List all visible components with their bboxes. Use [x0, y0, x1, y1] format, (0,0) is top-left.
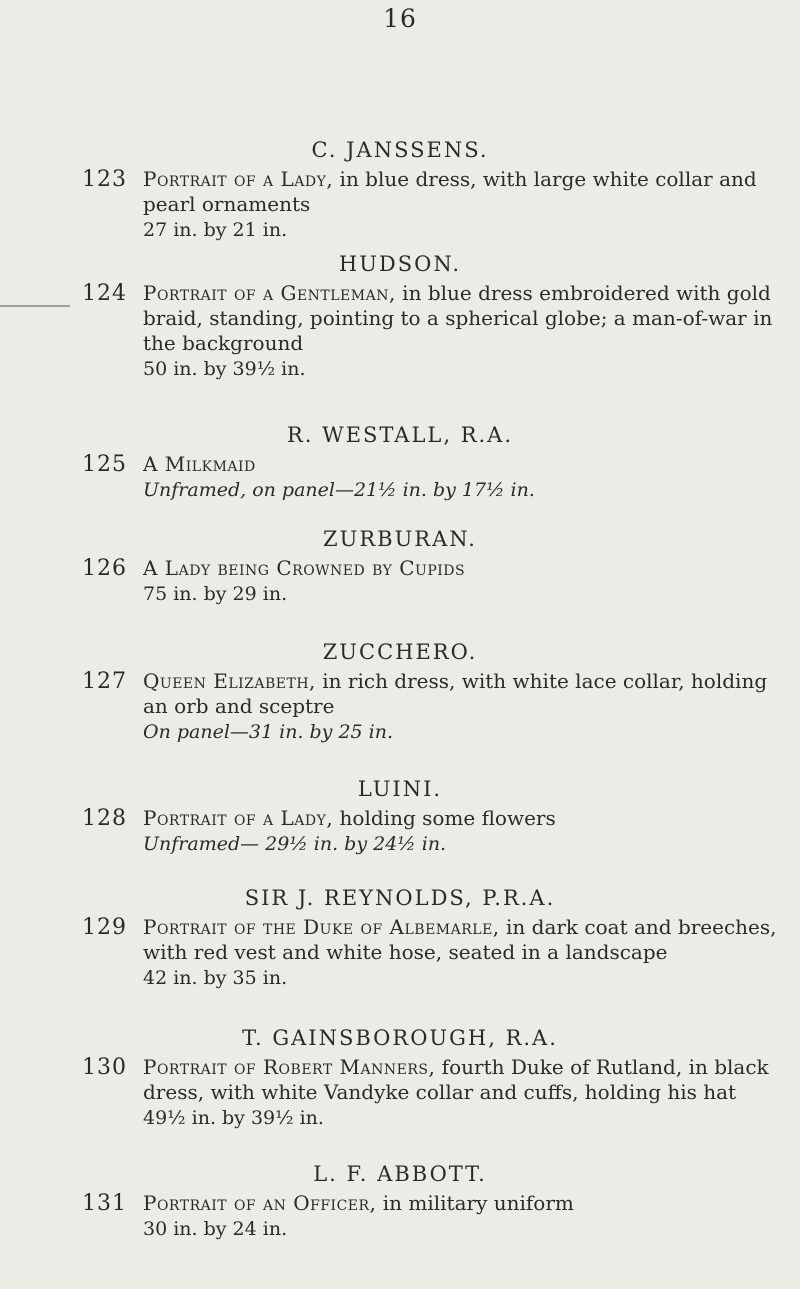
artist-heading: R. WESTALL, R.A. — [286, 423, 514, 447]
lot-title: A Lady being Crowned by Cupids — [143, 556, 466, 580]
lot-size: 49½ in. by 39½ in. — [143, 1107, 324, 1129]
lot-details: in military uniform — [376, 1191, 574, 1215]
lot-size: 30 in. by 24 in. — [143, 1218, 288, 1240]
lot-description — [143, 556, 783, 607]
lot-title: Queen Elizabeth, — [143, 669, 316, 693]
lot-title: Portrait of an Officer, — [143, 1191, 377, 1215]
lot-number: 125 — [82, 452, 127, 477]
lot-details: fourth Duke of Rutland, in black dress, with white Vandyke collar and cuffs, holding his hat — [143, 1055, 769, 1104]
lot-details: in blue dress, with large white collar and pearl ornaments — [143, 167, 757, 216]
lot-number: 128 — [82, 806, 127, 831]
lot-size: Unframed, on panel—21½ in. by 17½ in. — [143, 479, 535, 501]
margin-mark — [0, 305, 70, 307]
lot-number: 127 — [82, 669, 127, 694]
artist-heading: LUINI. — [357, 777, 443, 801]
lot-number: 129 — [82, 915, 127, 940]
lot-details: in dark coat and breeches, with red vest and white hose, seated in a landscape — [143, 915, 777, 964]
lot-description — [143, 1191, 783, 1242]
lot-details: holding some flowers — [333, 806, 556, 830]
lot-description — [143, 806, 783, 857]
lot-size: 27 in. by 21 in. — [143, 219, 288, 241]
artist-heading: ZURBURAN. — [323, 527, 477, 551]
lot-description — [143, 1055, 783, 1131]
lot-description — [143, 167, 783, 243]
artist-heading: ZUCCHERO. — [322, 640, 478, 664]
artist-heading: SIR J. REYNOLDS, P.R.A. — [244, 886, 556, 910]
lot-number: 123 — [82, 167, 127, 192]
lot-number: 126 — [82, 556, 127, 581]
lot-details: in blue dress embroidered with gold braid, standing, pointing to a spherical globe; a man-of-war in the background — [143, 281, 773, 355]
lot-title: Portrait of a Lady, — [143, 167, 334, 191]
lot-details: in rich dress, with white lace collar, holding an orb and sceptre — [143, 669, 768, 718]
lot-title: Portrait of the Duke of Albemarle, — [143, 915, 500, 939]
lot-size: On panel—31 in. by 25 in. — [143, 721, 394, 743]
lot-number: 130 — [82, 1055, 127, 1080]
lot-description — [143, 281, 783, 382]
lot-size: 42 in. by 35 in. — [143, 967, 288, 989]
lot-description — [143, 669, 783, 745]
artist-heading: L. F. ABBOTT. — [313, 1162, 487, 1186]
page-number: 16 — [383, 4, 417, 33]
lot-size: 75 in. by 29 in. — [143, 583, 288, 605]
lot-title: Portrait of a Lady, — [143, 806, 334, 830]
lot-title: Portrait of a Gentleman, — [143, 281, 396, 305]
lot-size: Unframed— 29½ in. by 24½ in. — [143, 833, 447, 855]
lot-number: 131 — [82, 1191, 127, 1216]
artist-heading: HUDSON. — [338, 252, 462, 276]
lot-number: 124 — [82, 281, 127, 306]
lot-description — [143, 452, 783, 503]
artist-heading: T. GAINSBOROUGH, R.A. — [242, 1026, 558, 1050]
lot-title: A Milkmaid — [143, 452, 256, 476]
lot-title: Portrait of Robert Manners, — [143, 1055, 436, 1079]
lot-size: 50 in. by 39½ in. — [143, 358, 306, 380]
lot-description — [143, 915, 783, 991]
artist-heading: C. JANSSENS. — [311, 138, 489, 162]
